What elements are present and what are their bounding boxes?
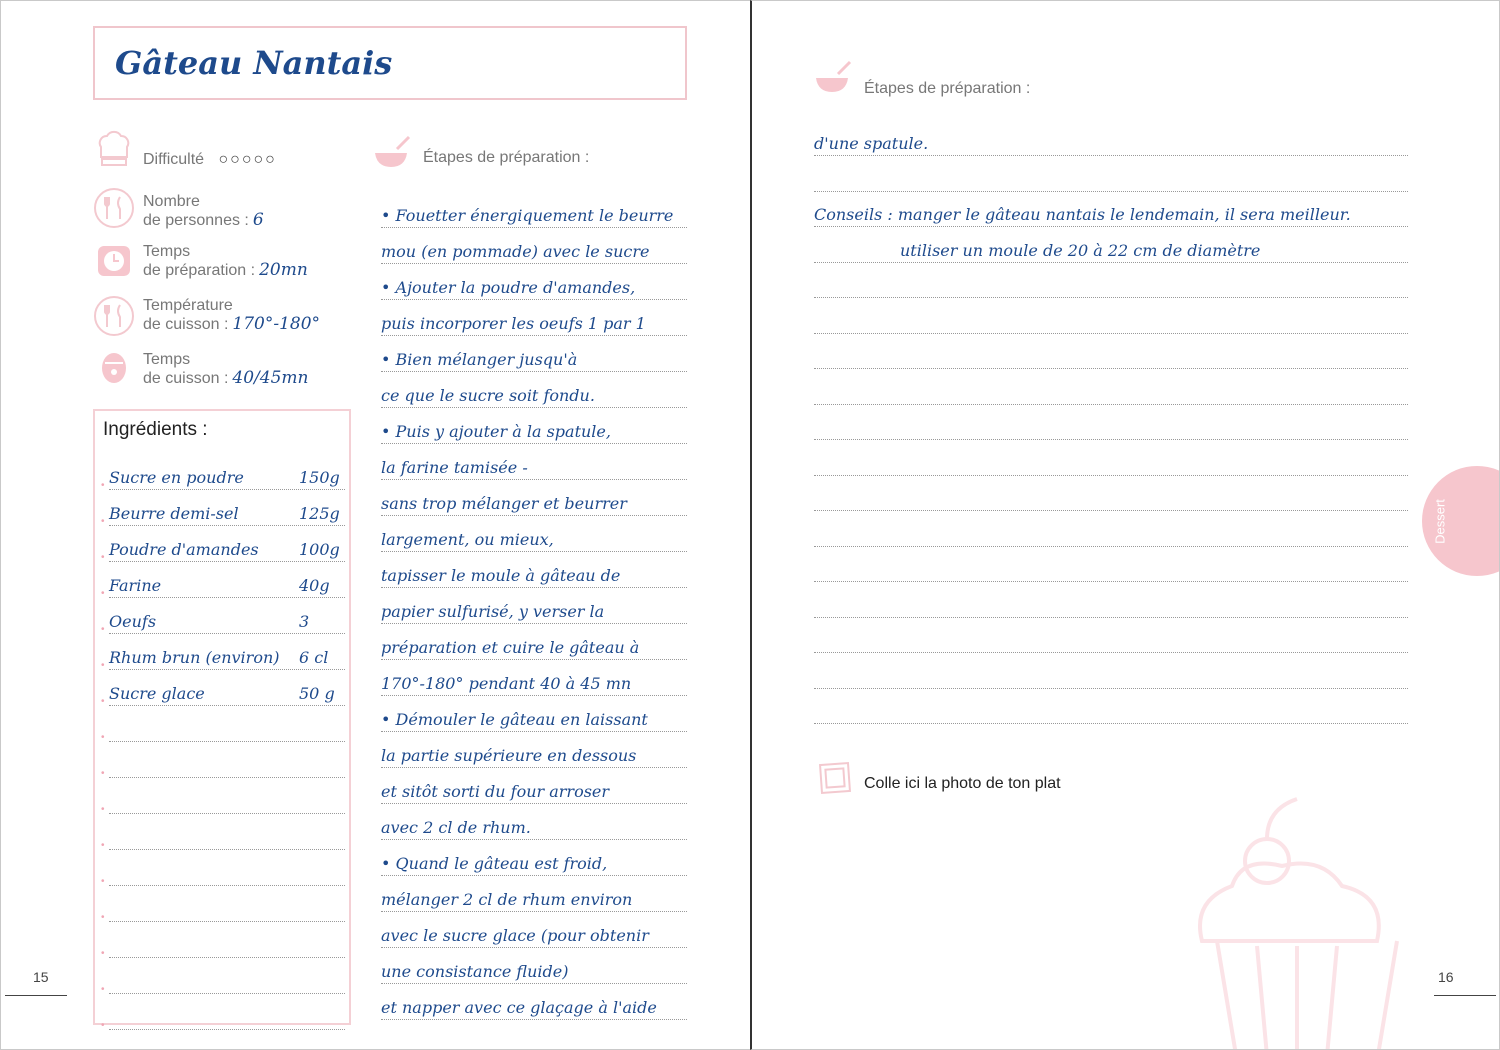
notes-line	[814, 368, 1408, 405]
line-bullet: •	[101, 480, 105, 491]
step-text: préparation et cuire le gâteau à	[381, 638, 640, 657]
notes-line	[814, 261, 1408, 298]
ingredient-name: Rhum brun (environ)	[109, 648, 280, 667]
ingredients-box	[93, 409, 351, 1031]
step-text: • Fouetter énergiquement le beurre	[381, 206, 674, 225]
line-bullet: •	[101, 984, 105, 995]
step-line	[381, 875, 687, 912]
ingredient-name: Farine	[109, 576, 162, 595]
egg-timer-icon	[93, 347, 135, 389]
line-bullet: •	[101, 768, 105, 779]
persons-value: 6	[252, 210, 264, 230]
step-line	[381, 803, 687, 840]
clock-icon	[93, 239, 135, 281]
notes-line	[814, 581, 1408, 618]
step-text: • Puis y ajouter à la spatule,	[381, 422, 611, 441]
difficulty-dots: ○○○○○	[218, 151, 277, 168]
persons-row	[93, 187, 363, 233]
prep-time-label-2: de préparation :	[143, 262, 256, 279]
notes-line	[814, 226, 1408, 263]
ingredient-line	[101, 885, 345, 923]
line-bullet: •	[101, 840, 105, 851]
step-line	[381, 335, 687, 372]
step-line	[381, 695, 687, 732]
ingredients-title: Ingrédients :	[103, 419, 208, 440]
notes-text: utiliser un moule de 20 à 22 cm de diamètre	[900, 240, 1261, 260]
ingredient-line	[101, 633, 345, 671]
line-bullet: •	[101, 588, 105, 599]
notes-text: d'une spatule.	[814, 134, 929, 153]
step-line	[381, 659, 687, 696]
step-text: papier sulfurisé, y verser la	[381, 602, 605, 621]
line-bullet: •	[101, 1020, 105, 1031]
notes-line	[814, 616, 1408, 653]
section-tab[interactable]	[1422, 466, 1500, 576]
notes-line	[814, 439, 1408, 476]
ingredient-quantity: 3	[299, 612, 310, 631]
ingredient-quantity: 50 g	[299, 684, 335, 703]
cook-time-value: 40/45mn	[232, 368, 309, 388]
step-line	[381, 191, 687, 228]
ingredient-quantity: 40g	[299, 576, 330, 595]
temperature-row	[93, 295, 363, 341]
cupcake-icon	[1172, 781, 1500, 1050]
ingredient-line	[101, 669, 345, 707]
ingredient-name: Oeufs	[109, 612, 157, 631]
notes-line	[814, 297, 1408, 334]
step-line	[381, 443, 687, 480]
right-steps-header	[814, 56, 1134, 100]
line-bullet: •	[101, 660, 105, 671]
ingredient-line	[101, 489, 345, 527]
step-line	[381, 515, 687, 552]
right-steps-label: Étapes de préparation :	[864, 80, 1031, 97]
step-text: mou (en pommade) avec le sucre	[381, 242, 650, 261]
bowl-icon	[373, 131, 415, 173]
ingredient-name: Sucre en poudre	[109, 468, 244, 487]
cutlery-icon	[93, 295, 135, 337]
step-text: • Bien mélanger jusqu'à	[381, 350, 578, 369]
photo-frame-icon	[818, 761, 854, 797]
line-bullet: •	[101, 804, 105, 815]
temperature-value: 170°-180°	[232, 314, 321, 334]
line-bullet: •	[101, 876, 105, 887]
step-text: la farine tamisée -	[381, 458, 528, 477]
ingredient-line	[101, 525, 345, 563]
temperature-label-1: Température	[143, 297, 233, 314]
step-line	[381, 839, 687, 876]
notes-line	[814, 545, 1408, 582]
step-text: tapisser le moule à gâteau de	[381, 566, 621, 585]
page-number-right: 16	[1438, 969, 1454, 985]
step-text: • Quand le gâteau est froid,	[381, 854, 608, 873]
line-bullet: •	[101, 552, 105, 563]
ingredient-line	[101, 993, 345, 1031]
notes-line	[814, 474, 1408, 511]
line-bullet: •	[101, 732, 105, 743]
step-line	[381, 947, 687, 984]
step-text: avec le sucre glace (pour obtenir	[381, 926, 649, 945]
steps-label: Étapes de préparation :	[423, 149, 590, 166]
step-text: la partie supérieure en dessous	[381, 746, 637, 765]
notes-text: Conseils : manger le gâteau nantais le lendemain, il sera meilleur.	[814, 205, 1351, 224]
cook-time-row	[93, 347, 363, 393]
step-text: largement, ou mieux,	[381, 530, 554, 549]
cook-time-label-1: Temps	[143, 351, 191, 368]
step-text: puis incorporer les oeufs 1 par 1	[381, 314, 646, 333]
notes-line	[814, 190, 1408, 227]
recipe-title: Gâteau Nantais	[115, 44, 393, 82]
ingredient-line	[101, 957, 345, 995]
cutlery-icon	[93, 187, 135, 229]
notes-line	[814, 652, 1408, 689]
temperature-label-2: de cuisson :	[143, 316, 229, 333]
right-page	[750, 0, 1500, 1050]
ingredient-quantity: 125g	[299, 504, 340, 523]
step-line	[381, 983, 687, 1020]
page-rule-left	[5, 995, 67, 996]
line-bullet: •	[101, 624, 105, 635]
ingredient-line	[101, 777, 345, 815]
ingredient-line	[101, 741, 345, 779]
prep-time-row	[93, 239, 363, 285]
ingredient-line	[101, 453, 345, 491]
notes-line	[814, 403, 1408, 440]
step-line	[381, 299, 687, 336]
line-bullet: •	[101, 516, 105, 527]
step-text: avec 2 cl de rhum.	[381, 818, 531, 837]
step-text: mélanger 2 cl de rhum environ	[381, 890, 633, 909]
line-bullet: •	[101, 948, 105, 959]
step-line	[381, 227, 687, 264]
step-text: • Ajouter la poudre d'amandes,	[381, 278, 636, 297]
step-text: et napper avec ce glaçage à l'aide	[381, 998, 657, 1017]
notes-line	[814, 119, 1408, 156]
line-bullet: •	[101, 696, 105, 707]
step-line	[381, 479, 687, 516]
section-tab-label: Dessert	[1432, 499, 1448, 544]
bowl-icon	[814, 56, 856, 98]
step-line	[381, 587, 687, 624]
ingredient-quantity: 6 cl	[299, 648, 329, 667]
notes-line	[814, 155, 1408, 192]
step-line	[381, 551, 687, 588]
ingredient-line	[101, 849, 345, 887]
step-line	[381, 911, 687, 948]
cook-time-label-2: de cuisson :	[143, 370, 229, 387]
step-line	[381, 371, 687, 408]
step-text: • Démouler le gâteau en laissant	[381, 710, 648, 729]
ingredient-name: Poudre d'amandes	[109, 540, 259, 559]
step-line	[381, 767, 687, 804]
page-rule-right	[1434, 995, 1496, 996]
difficulty-label: Difficulté	[143, 151, 205, 168]
photo-area	[814, 761, 1144, 801]
notes-line	[814, 332, 1408, 369]
step-text: sans trop mélanger et beurrer	[381, 494, 627, 513]
ingredient-quantity: 100g	[299, 540, 340, 559]
step-line	[381, 407, 687, 444]
notes-line	[814, 687, 1408, 724]
ingredient-line	[101, 561, 345, 599]
step-text: et sitôt sorti du four arroser	[381, 782, 610, 801]
step-line	[381, 263, 687, 300]
step-line	[381, 623, 687, 660]
persons-label-1: Nombre	[143, 193, 200, 210]
step-text: ce que le sucre soit fondu.	[381, 386, 595, 405]
title-box	[93, 26, 687, 100]
difficulty-row	[93, 129, 363, 175]
ingredient-line	[101, 921, 345, 959]
steps-header	[373, 131, 693, 171]
notes-line	[814, 510, 1408, 547]
persons-label-2: de personnes :	[143, 212, 249, 229]
prep-time-value: 20mn	[259, 260, 308, 280]
ingredient-quantity: 150g	[299, 468, 340, 487]
step-text: 170°-180° pendant 40 à 45 mn	[381, 674, 632, 693]
chef-hat-icon	[93, 129, 135, 171]
ingredient-line	[101, 705, 345, 743]
page-number-left: 15	[33, 969, 49, 985]
ingredient-name: Sucre glace	[109, 684, 205, 703]
ingredient-name: Beurre demi-sel	[109, 504, 239, 523]
step-line	[381, 731, 687, 768]
photo-label: Colle ici la photo de ton plat	[864, 775, 1061, 792]
step-text: une consistance fluide)	[381, 962, 569, 981]
prep-time-label-1: Temps	[143, 243, 191, 260]
line-bullet: •	[101, 912, 105, 923]
ingredient-line	[101, 597, 345, 635]
ingredient-line	[101, 813, 345, 851]
